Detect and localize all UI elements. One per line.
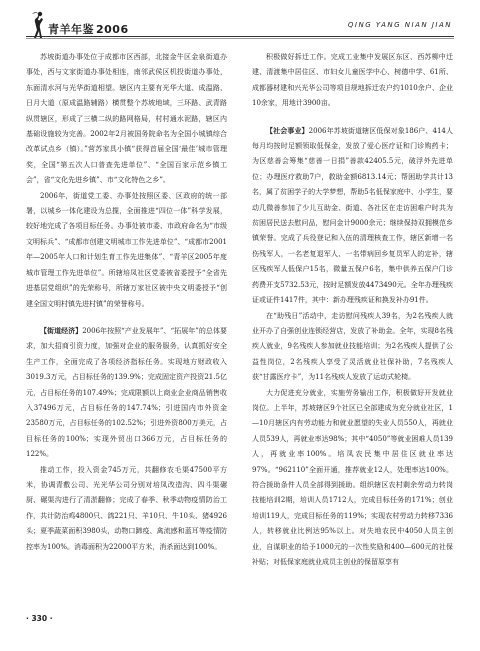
paragraph: 推动工作，投入资金745万元，共翻修农毛渠47500平方米，协调青敷公司、光光华公司分别对培凤改造沟、四斗渠碾厨、碾渠沟进行了清淤翻修；完成了春季、秋季动物疫情防治工作，共计防治鸡4800只、鸽221只、羊10只、牛10头、猪4926头；夏季蔬菜面积3980头，动物口蹄疫、禽流感和蓝耳等疫情防控率为100%。消毒面积为22000平方米，消杀面达到100%。 [26, 465, 227, 551]
section-paragraph [26, 324, 227, 463]
section-heading: 【街道经济】 [40, 326, 83, 335]
yearbook-year: 2006 [96, 23, 129, 36]
page-number: · 330 · [26, 614, 53, 623]
paragraph: 在“助残日”活动中，走访慰问残疾人39名，为2名残疾人就业开办了自强创业连锁经营店，发放了补助金。全年，实现8名残疾人就业，9名残疾人参加就业技能培训；为2名残疾人提供了公益性岗位，2名残疾人享受了灵活就业社保补助，7名残疾人获“甘露医疗卡”，为11名残疾人发放了运动式轮椅。 [252, 311, 453, 382]
section-paragraph [252, 124, 453, 309]
left-column [26, 50, 227, 555]
paragraph: 积极做好拆迁工作。完成工业集中发展区东区、西苏柳中迁建、清渡集中居住区、市妇女儿童医学中心、树德中学、61所、成都器材建和兴光华公司等项目规地拆迁农户约1010余户、企业10余家，用地计3900亩。 [252, 53, 453, 108]
yearbook-title [48, 21, 129, 37]
header-divider-thin [26, 38, 454, 39]
header-pinyin: QING YANG NIAN JIAN [347, 21, 452, 29]
section-text: 2006年苏坡街道辖区低保对象186户、414人每月均按时足额领取低保金，发放了爱心医疗证和门诊购药卡；为区慈善会筹集“慈善一日捐”善款42405.5元，破浮外先进单位；办理医疗救助7户，救助金额6813.14元；帮困助学共计13名，属了贫困学子的大学梦想，帮助5名低保家庭中、小学生，要动几微善参加了少儿互助金、街道、各社区在走访困难户时共为贫困居民送去慰问品，慰问金计9000余元；继续保持双拥模范乡镇荣誉。完成了兵役登记和入伍的清理核查工作，辖区新增一名伤残军人，一名老复退军人、一名带病回乡复员军人的定补，辖区残疾军人低保户15名，微量五保户6名，集中供养五保户门诊药费开支5732.53元，按时足额发放4473490元。全年办理残疾证或证件1417件，其中：新办理残疾证和换发补办91件。 [252, 126, 453, 305]
section-heading: 【社会事业】 [266, 126, 309, 135]
paragraph: 苏坡街道办事处位于成都市区西部，北接金牛区金泉街道办事处，西与文家街道办事处相连，南邻武侯区机投街道办事处，东面清水河与光华街道相望。辖区内主要有光华大道、成温路、日月大道（原成温路辅路）横贯整个苏坡地域，三环路、武青路纵贯辖区，形成了三横二纵的路网格局，村村通水泥路，辖区内基础设施较为完善。2002年2月被国务院命名为全国小城镇综合改革试点乡（镇）。”营苏家具小镇“获得首届全国‘最佳’城市管理奖，全国“第五次人口普查先进单位”、“全国百家示范乡镇工会”，省“文化先进乡镇”、市“文化特色之乡”。 [26, 53, 227, 185]
right-column [252, 50, 453, 570]
yearbook-name: 青羊年鉴 [48, 23, 94, 36]
header-divider [26, 36, 454, 37]
section-text: 2006年按照“产业发展年”、“拓展年”的总体要求，加大招商引资力度，加强对企业的服务服务，认真抓好安全生产工作，全面完成了各项经济指标任务。实现地方财政收入3019.3万元，占目标任务的139.9%；完成固定资产投资21.5亿元，占目标任务的107.49%；完成限额以上商业企业商品销售收入37496万元，占目标任务的147.74%；引进国内市外资金23580万元，占目标任务的102.52%；引进外资800万美元，占目标任务的100%；实现外贸出口366万元，占目标任务的122%。 [26, 326, 227, 459]
paragraph: 大力促进充分就业，实施劳务输出工作，积极做好开发就业岗位。上半年，苏坡辖区9个社区已全部建成为充分就业社区，1—10月辖区内有劳动能力和就业愿望的失业人员550人，再就业人员539人，再就业率达98%；其中“4050”等就业困难人员139人，再就业率100%。培凤农民集中居住区就业率达97%。“962110”全面开通，推荐就业12人，处理率达100%。符合援助条件人员全部得到援助。组织辖区农村剩余劳动力转岗技能培训2期，培训人员1712人，完成目标任务的171%；创业培训119人，完成目标任务的119%；实现农村劳动力转移7336人，转移就业比例达95%以上。对失地农民中4050人员主创业，自谋职业的给予1000元的一次性奖励和400—600元的社保补贴；对低保家庭就业成员主创业的保留原享有 [252, 388, 453, 566]
paragraph: 2006年，街道党工委、办事处按照区委、区政府的统一部署，以城乡一体化建设为总揽，全面推进“四位一体”科学发展，较好地完成了各项目标任务。办事处被市委、市政府命名为“市级文明标兵”、“成都市创建文明城市工作先进单位”、“成都市2001年—2005年人口和计划生育工作先进集体”、“青羊区2005年度城市管理工作先进单位”。所辖培凤社区党委被省委授予“全省先进基层党组织”的先荣称号，所辖万家社区被中央文明委授予“创建全国文明村镇先进村镇”的荣誉称号。 [26, 191, 227, 308]
page-header [0, 0, 480, 50]
